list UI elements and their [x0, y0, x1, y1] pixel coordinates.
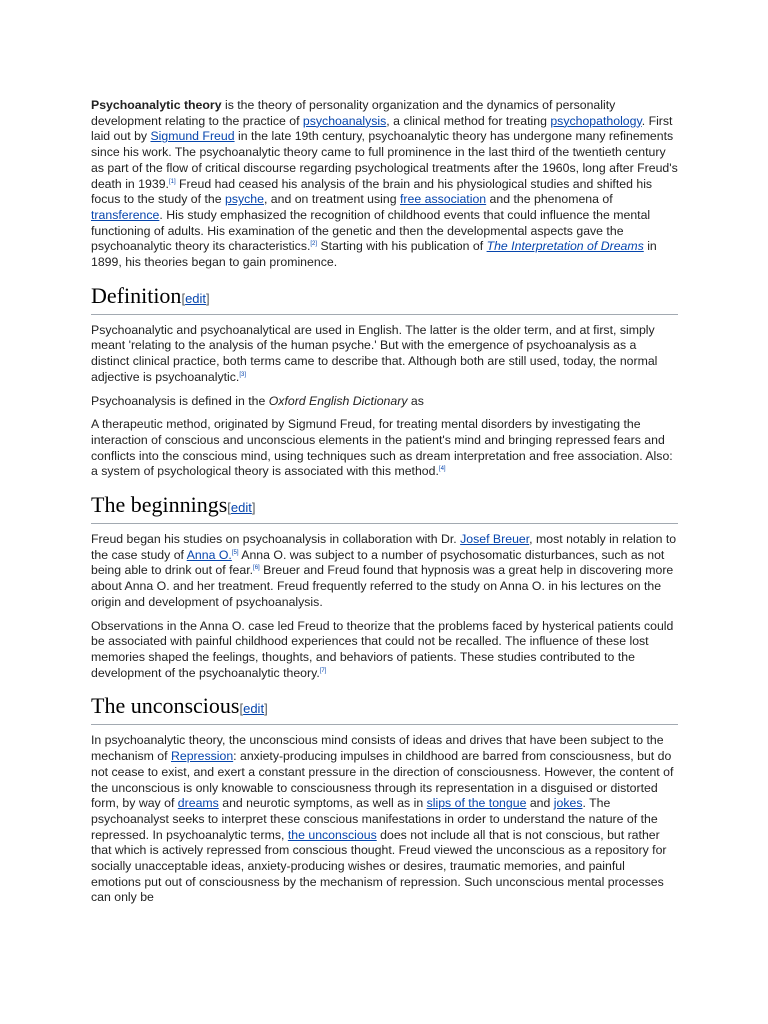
- link-the-unconscious[interactable]: the unconscious: [287, 827, 377, 842]
- citation-1[interactable]: [1]: [168, 178, 176, 185]
- text: A therapeutic method, originated by Sigmund Freud, for treating mental disorders by investigating the interaction of conscious and unconscious elements in the patient's mind and bringing repressed fears and conflicts into the conscious mind, using techniques such as dream interpretation and free association. Also: a system of psychological theory is associated with this method.: [91, 417, 673, 479]
- edit-section: [239, 701, 267, 716]
- text: Freud began his studies on psychoanalysis in collaboration with Dr.: [91, 532, 461, 547]
- edit-definition-link[interactable]: edit: [185, 290, 207, 306]
- link-free-association[interactable]: free association: [400, 192, 487, 207]
- heading-text: The unconscious: [91, 693, 240, 719]
- text: , most notably in relation to the case study of: [91, 532, 677, 562]
- bracket: [: [227, 500, 231, 516]
- definition-paragraph-1: [91, 323, 678, 386]
- dictionary-title: Oxford English Dictionary: [268, 393, 408, 408]
- edit-beginnings-link[interactable]: edit: [230, 500, 252, 516]
- link-slips-of-the-tongue[interactable]: slips of the tongue: [426, 796, 527, 811]
- link-psychoanalysis[interactable]: psychoanalysis: [302, 113, 387, 128]
- citation-6[interactable]: [6]: [253, 565, 260, 572]
- beginnings-paragraph-1: [91, 532, 678, 611]
- citation-7[interactable]: [7]: [319, 667, 327, 674]
- text: and: [526, 796, 554, 811]
- text: Psychoanalytic and psychoanalytical are used in English. The latter is the older term, and at first, simply meant 'relating to the analysis of the human psyche.' But with the emergence of psychoanalysis as a distinct clinical practice, both terms came to describe that. Although both are still used, today, the normal adjective is psychoanalytic.: [91, 322, 658, 384]
- text: in 1899, his theories began to gain prominence.: [91, 239, 657, 270]
- text: Starting with his publication of: [317, 239, 487, 254]
- intro-paragraph: [91, 98, 678, 271]
- edit-unconscious-link[interactable]: edit: [243, 701, 265, 717]
- link-josef-breuer[interactable]: Josef Breuer: [460, 532, 530, 547]
- article-body: [91, 98, 678, 914]
- edit-section: [181, 291, 209, 306]
- link-psychopathology[interactable]: psychopathology: [550, 113, 642, 128]
- text: and the phenomena of: [486, 192, 613, 207]
- edit-section: [227, 500, 255, 515]
- heading-the-unconscious: [91, 693, 678, 725]
- heading-text: Definition: [91, 282, 182, 308]
- text: is the theory of personality organization and the dynamics of personality development relating to the practice of: [91, 98, 616, 128]
- text: . His study emphasized the recognition of childhood events that could influence the mental functioning of adults. His examination of the genetic and then the developmental aspects gave the psychoanalytic theory its characteristics.: [91, 207, 651, 254]
- text: Freud had ceased his analysis of the brain and his physiological studies and shifted his focus to the study of the: [91, 176, 653, 207]
- bracket: ]: [264, 701, 268, 717]
- text: . The psychoanalyst seeks to interpret these conscious manifestations in order to understand the nature of the repressed. In psychoanalytic terms,: [91, 796, 658, 842]
- heading-definition: [91, 283, 678, 315]
- bracket: ]: [206, 290, 210, 306]
- link-transference[interactable]: transference: [91, 207, 160, 222]
- bracket: [: [239, 701, 244, 717]
- intro-term: Psychoanalytic theory: [91, 98, 222, 112]
- text: does not include all that is not conscious, but rather that which is actively repressed from conscious thought. Freud viewed the unconscious as a repository for socially unacceptable ideas, anxiety-producing wishes or desires, traumatic memories, and painful emotions put out of consciousness by the mechanism of repression. Such unconscious mental processes can only be: [91, 827, 667, 905]
- definition-paragraph-2: [91, 394, 678, 410]
- link-jokes[interactable]: jokes: [553, 796, 583, 811]
- link-sigmund-freud[interactable]: Sigmund Freud: [150, 129, 235, 144]
- citation-3[interactable]: [3]: [239, 371, 246, 378]
- text: Breuer and Freud found that hypnosis was a great help in discovering more about Anna O. and her treatment. Freud frequently referred to the study on Anna O. in his lectures on the origin and development of psychoanalysis.: [91, 563, 674, 609]
- citation-4[interactable]: [4]: [438, 466, 446, 473]
- text: in the late 19th century, psychoanalytic theory has undergone many refinements since his work. The psychoanalytic theory came to full prominence in the last third of the twentieth century as part of the flow of critical discourse regarding psychological treatments after the 1960s, long after Freud's death in 1939.: [91, 129, 678, 191]
- text: Observations in the Anna O. case led Freud to theorize that the problems faced by hysterical patients could be associated with painful childhood experiences that could not be recalled. The influence of these lost memories shaped the feelings, thoughts, and behaviors of patients. These studies contributed to the development of the psychoanalytic theory.: [91, 618, 674, 680]
- unconscious-paragraph: [91, 733, 678, 906]
- citation-5[interactable]: [5]: [231, 549, 239, 556]
- link-interpretation-of-dreams[interactable]: The Interpretation of Dreams: [486, 239, 644, 254]
- text: Psychoanalysis is defined in the: [91, 393, 269, 408]
- bracket: [: [181, 290, 186, 306]
- text: , a clinical method for treating: [386, 113, 551, 128]
- link-dreams[interactable]: dreams: [177, 796, 219, 811]
- citation-2[interactable]: [2]: [310, 241, 318, 248]
- heading-the-beginnings: [91, 492, 678, 524]
- text: and neurotic symptoms, as well as in: [218, 796, 427, 811]
- beginnings-paragraph-2: [91, 619, 678, 682]
- text: . First laid out by: [91, 113, 673, 144]
- text: Anna O. was subject to a number of psychosomatic disturbances, such as not being able to drink out of fear.: [91, 547, 665, 578]
- bracket: ]: [251, 500, 256, 516]
- heading-text: The beginnings: [91, 492, 228, 518]
- link-psyche[interactable]: psyche: [224, 192, 264, 207]
- text: : anxiety-producing impulses in childhood are barred from consciousness, but do not cease to exist, and exert a constant pressure in the direction of consciousness. However, the content of the unconscious is only knowable to consciousness through its representation in a disguised or distorted form, by way of: [91, 749, 674, 811]
- text: as: [407, 393, 424, 408]
- text: In psychoanalytic theory, the unconscious mind consists of ideas and drives that have been subject to the mechanism of: [91, 733, 664, 764]
- text: , and on treatment using: [263, 192, 400, 207]
- link-anna-o[interactable]: Anna O.: [186, 547, 232, 562]
- definition-quote: [91, 417, 678, 480]
- link-repression[interactable]: Repression: [170, 749, 234, 764]
